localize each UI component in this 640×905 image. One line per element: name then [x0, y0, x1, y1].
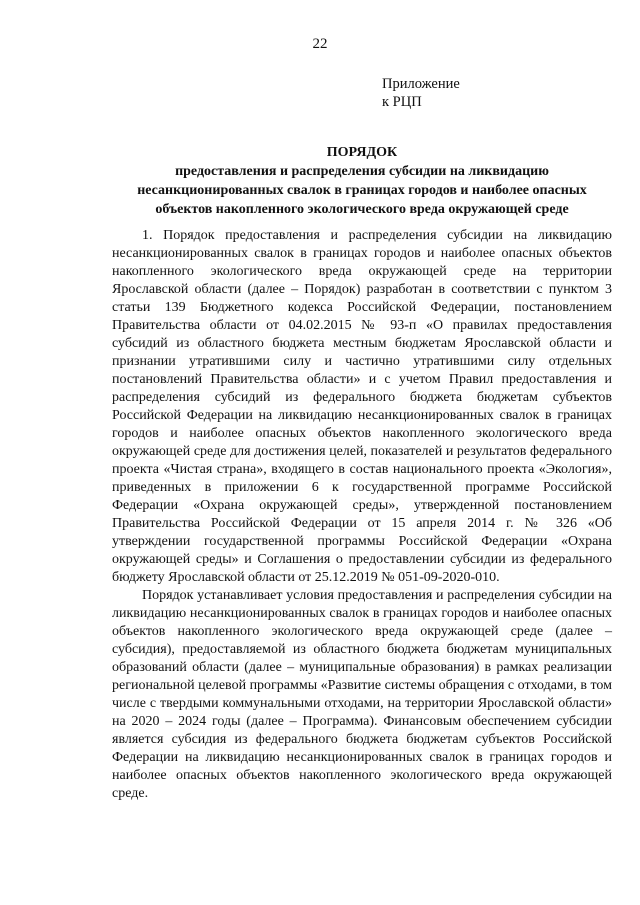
appendix-line-2: к РЦП — [382, 94, 422, 110]
title-line-2: несанкционированных свалок в границах городов и наиболее опасных — [137, 183, 587, 198]
appendix-line-1: Приложение — [382, 76, 460, 92]
appendix-note — [382, 75, 460, 111]
document-body — [112, 227, 612, 803]
title-line-3: объектов накопленного экологического вреда окружающей среде — [155, 202, 569, 217]
paragraph-2: Порядок устанавливает условия предоставления и распределения субсидии на ликвидацию несанкционированных свалок в границах городов и наиболее опасных объектов накопленного экологического вреда окружающей среде (далее – субсидия), предоставляемой из областного бюджета бюджетам муниципальных образований области (далее – муниципальные образования) в рамках реализации региональной целевой программы «Развитие системы обращения с отходами, в том числе с твердыми коммунальными отходами, на территории Ярославской области» на 2020 – 2024 годы (далее – Программа). Финансовым обеспечением субсидии является субсидия из федерального бюджета бюджетам субъектов Российской Федерации на ликвидацию несанкционированных свалок в границах городов и наиболее опасных объектов накопленного экологического вреда окружающей среде. — [112, 588, 612, 801]
title-line-1: предоставления и распределения субсидии на ликвидацию — [175, 164, 549, 179]
document-title — [96, 143, 628, 219]
page-number: 22 — [312, 36, 328, 52]
paragraph-1: 1. Порядок предоставления и распределения субсидии на ликвидацию несанкционированных свалок в границах городов и наиболее опасных объектов накопленного экологического вреда окружающей среде на территории Ярославской области (далее – Порядок) разработан в соответствии с пунктом 3 статьи 139 Бюджетного кодекса Российской Федерации, постановлением Правительства области от 04.02.2015 № 93-п «О правилах предоставления субсидий из областного бюджета местным бюджетам Ярославской области и признании утратившими силу и частично утратившими силу отдельных постановлений Правительства области» и с учетом Правил предоставления и распределения субсидий из федерального бюджета бюджетам субъектов Российской Федерации на ликвидацию несанкционированных свалок в границах городов и наиболее опасных объектов накопленного экологического вреда окружающей среде для достижения целей, показателей и результатов федерального проекта «Чистая страна», входящего в состав национального проекта «Экология», приведенных в приложении 6 к государственной программе Российской Федерации «Охрана окружающей среды», утвержденной постановлением Правительства Российской Федерации от 15 апреля 2014 г. № 326 «Об утверждении государственной программы Российской Федерации «Охрана окружающей среды» и Соглашения о предоставлении субсидии из федерального бюджету Ярославской области от 25.12.2019 № 051-09-2020-010. — [112, 228, 612, 585]
title-heading: ПОРЯДОК — [326, 145, 398, 160]
